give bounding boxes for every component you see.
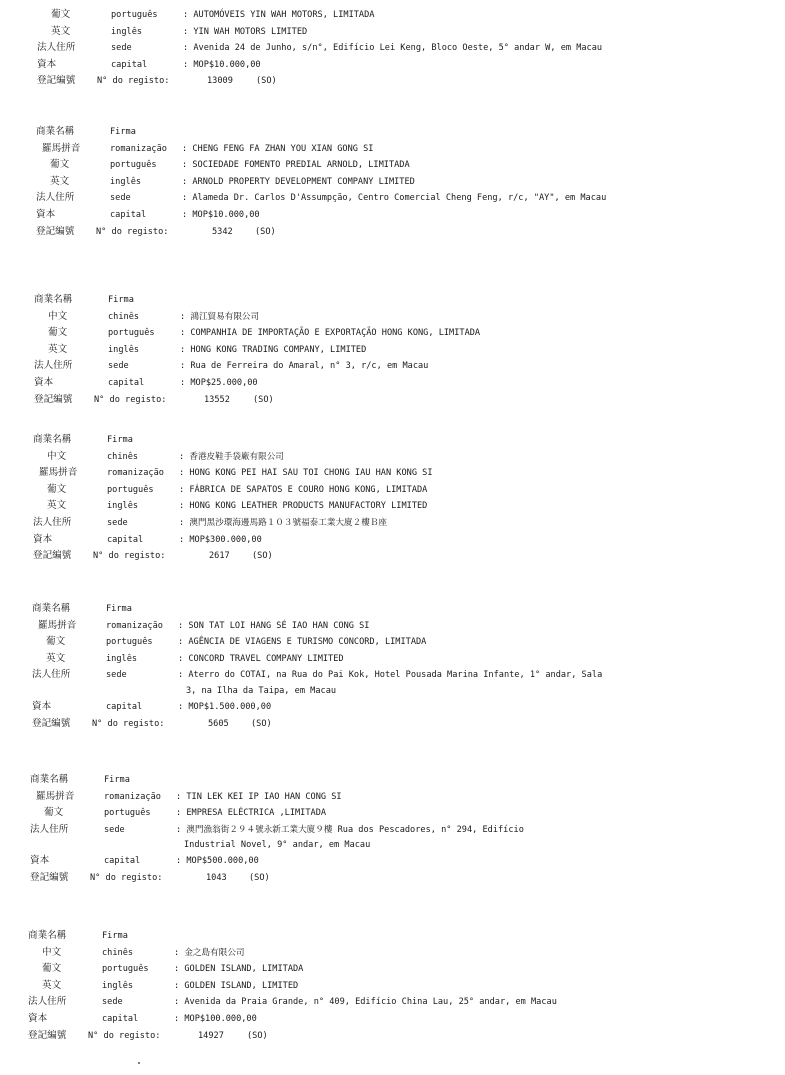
field-label-zh: 羅馬拼音 [39,467,78,479]
field-label-pt: inglês [102,980,134,991]
field-value: : MOP$500.000,00 [176,856,259,867]
field-label-pt: romanização [104,791,161,802]
field-value: : CONCORD TRAVEL COMPANY LIMITED [178,653,344,664]
registration-label-pt: N° do registo: [96,226,169,237]
field-value: : SOCIEDADE FOMENTO PREDIAL ARNOLD, LIMITADA [182,160,410,171]
field-label-zh: 中文 [47,450,67,462]
field-label-zh: 商業名稱 [34,294,73,305]
field-label-zh: 法人住所 [28,996,67,1008]
field-label-pt: inglês [108,344,140,355]
registration-type: (SO) [253,394,274,405]
field-label-pt: sede [110,193,131,204]
field-label-zh: 資本 [28,1012,48,1024]
field-label-zh: 英文 [42,979,62,991]
registration-number: 5342 [212,226,233,237]
field-label-zh: 中文 [42,946,62,958]
field-label-pt: Firma [107,435,133,445]
registration-type: (SO) [256,76,277,87]
field-label-zh: 羅馬拼音 [42,142,81,154]
field-label-zh: 法人住所 [37,42,76,54]
field-label-pt: sede [104,824,125,835]
field-value: : 澳門漁翁街２９４號永新工業大廈９樓 Rua dos Pescadores, n° 294, Edifício [176,824,524,835]
field-label-zh: 葡文 [47,483,67,495]
field-label-zh: 資本 [32,700,52,712]
field-label-pt: português [102,964,149,975]
registration-label-pt: N° do registo: [97,76,170,87]
field-label-zh: 資本 [33,533,53,545]
registration-number: 13009 [207,76,233,87]
field-label-pt: português [106,637,153,648]
field-label-pt: inglês [111,26,143,37]
registration-type: (SO) [247,1030,268,1041]
field-label-pt: capital [110,209,147,220]
field-label-pt: inglês [106,653,138,664]
field-label-zh: 商業名稱 [36,126,75,137]
field-label-pt: romanização [106,620,163,631]
field-label-pt: inglês [107,501,139,512]
field-value: : GOLDEN ISLAND, LIMITADA [174,964,304,975]
field-label-zh: 葡文 [46,636,66,648]
field-label-pt: capital [107,534,144,545]
registration-label-zh: 登記編號 [32,717,71,729]
field-label-zh: 英文 [46,652,66,664]
field-label-pt: Firma [110,127,136,137]
field-value: : EMPRESA ELÉCTRICA ,LIMITADA [176,808,327,819]
field-label-zh: 葡文 [44,807,64,819]
field-label-zh: 葡文 [42,963,62,975]
field-value: 3, na Ilha da Taipa, em Macau [186,685,337,696]
field-label-pt: capital [108,377,145,388]
field-value: : HONG KONG PEI HAI SAU TOI CHONG IAU HAN KONG SI [179,468,433,479]
field-label-zh: 英文 [47,500,67,512]
field-label-zh: 資本 [36,208,56,220]
field-label-zh: 葡文 [48,327,68,339]
registration-type: (SO) [252,551,273,562]
field-value: : YIN WAH MOTORS LIMITED [183,26,308,37]
field-label-zh: 葡文 [51,9,71,20]
field-value: : HONG KONG TRADING COMPANY, LIMITED [180,344,367,355]
field-label-pt: sede [108,361,129,372]
field-value: : MOP$25.000,00 [180,377,258,388]
field-label-pt: sede [107,517,128,528]
field-value: : HONG KONG LEATHER PRODUCTS MANUFACTORY LIMITED [179,501,428,512]
field-value: : Rua de Ferreira do Amaral, n° 3, r/c, em Macau [180,361,429,372]
field-label-zh: 法人住所 [36,192,75,204]
field-value: : AUTOMÓVEIS YIN WAH MOTORS, LIMITADA [183,10,375,20]
field-value: : 金之島有限公司 [174,947,245,958]
field-label-pt: chinês [108,311,140,322]
field-label-zh: 法人住所 [33,516,72,528]
field-value: : ARNOLD PROPERTY DEVELOPMENT COMPANY LIMITED [182,176,415,187]
field-value: : 澳門黑沙環海邊馬路１０３號福泰工業大廈２樓Ｂ座 [179,517,388,528]
field-label-zh: 法人住所 [34,360,73,372]
field-value: : Aterro do COTAI, na Rua do Pai Kok, Hotel Pousada Marina Infante, 1° andar, Sala [178,670,603,681]
field-label-pt: capital [106,701,143,712]
field-label-pt: chinês [102,947,134,958]
registration-number: 1043 [206,872,227,883]
field-label-zh: 英文 [51,25,71,37]
registration-label-pt: N° do registo: [88,1030,161,1041]
field-label-pt: Firma [108,295,134,305]
registration-label-zh: 登記編號 [30,871,69,883]
field-label-zh: 法人住所 [32,669,71,681]
registration-label-zh: 登記編號 [36,225,75,237]
field-label-pt: sede [111,43,132,54]
field-label-zh: 葡文 [50,159,70,171]
field-label-zh: 羅馬拼音 [38,619,77,631]
field-value: : COMPANHIA DE IMPORTAÇÃO E EXPORTAÇÃO HONG KONG, LIMITADA [180,328,481,339]
field-label-zh: 商業名稱 [33,434,72,445]
field-label-zh: 資本 [37,58,57,70]
field-label-zh: 法人住所 [30,823,69,835]
registration-label-pt: N° do registo: [93,551,166,562]
field-value: : FÁBRICA DE SAPATOS E COURO HONG KONG, LIMITADA [179,484,428,495]
field-value: Industrial Novel, 9° andar, em Macau [184,840,371,851]
field-label-zh: 資本 [30,855,50,867]
field-label-pt: capital [102,1013,139,1024]
field-value: : Avenida da Praia Grande, n° 409, Edifício China Lau, 25° andar, em Macau [174,997,557,1008]
field-label-pt: português [110,160,157,171]
field-label-pt: Firma [104,775,130,785]
field-value: : 香港皮鞋手袋廠有限公司 [179,451,284,462]
field-label-pt: romanização [110,143,167,154]
field-label-pt: chinês [107,451,139,462]
field-value: : CHENG FENG FA ZHAN YOU XIAN GONG SI [182,143,374,154]
field-label-pt: sede [102,997,123,1008]
field-value: : GOLDEN ISLAND, LIMITED [174,980,299,991]
field-value: : MOP$1.500.000,00 [178,701,272,712]
registration-number: 13552 [204,394,230,405]
registration-label-pt: N° do registo: [94,394,167,405]
registration-label-pt: N° do registo: [92,718,165,729]
field-label-zh: 英文 [48,343,68,355]
field-label-zh: 資本 [34,376,54,388]
registration-type: (SO) [251,718,272,729]
field-label-pt: Firma [102,931,128,941]
registration-label-pt: N° do registo: [90,872,163,883]
registration-number: 14927 [198,1030,224,1041]
registration-label-zh: 登記編號 [37,75,76,87]
field-label-zh: 商業名稱 [30,774,69,785]
field-label-pt: capital [104,856,141,867]
field-value: : MOP$10.000,00 [183,59,261,70]
field-label-pt: português [111,10,158,20]
registration-type: (SO) [255,226,276,237]
field-label-pt: inglês [110,176,142,187]
registration-number: 2617 [209,551,230,562]
registration-label-zh: 登記編號 [33,550,72,562]
registration-label-zh: 登記編號 [34,393,73,405]
field-label-pt: Firma [106,604,132,614]
field-value: : MOP$300.000,00 [179,534,262,545]
registration-label-zh: 登記編號 [28,1029,67,1041]
field-label-zh: 羅馬拼音 [36,790,75,802]
field-label-zh: 商業名稱 [28,930,67,941]
field-value: : Alameda Dr. Carlos D'Assumpção, Centro Comercial Cheng Feng, r/c, "AY", em Macau [182,193,607,204]
field-label-pt: português [108,328,155,339]
field-label-zh: 英文 [50,175,70,187]
field-value: : MOP$100.000,00 [174,1013,257,1024]
field-label-zh: 商業名稱 [32,603,71,614]
field-label-pt: português [107,484,154,495]
field-value: : SON TAT LOI HANG SÉ IAO HAN CONG SI [178,620,370,631]
scan-speck [138,1062,140,1064]
registration-type: (SO) [249,872,270,883]
field-value: : MOP$10.000,00 [182,209,260,220]
field-value: : 鴻江貿易有限公司 [180,311,260,322]
field-value: : Avenida 24 de Junho, s/n°, Edifício Lei Keng, Bloco Oeste, 5° andar W, em Macau [183,43,603,54]
field-label-pt: capital [111,59,148,70]
field-value: : AGÊNCIA DE VIAGENS E TURISMO CONCORD, LIMITADA [178,637,427,648]
field-label-zh: 中文 [48,310,68,322]
field-label-pt: romanização [107,468,164,479]
field-label-pt: sede [106,670,127,681]
registration-number: 5605 [208,718,229,729]
field-value: : TIN LEK KEI IP IAO HAN CONG SI [176,791,342,802]
field-label-pt: português [104,808,151,819]
